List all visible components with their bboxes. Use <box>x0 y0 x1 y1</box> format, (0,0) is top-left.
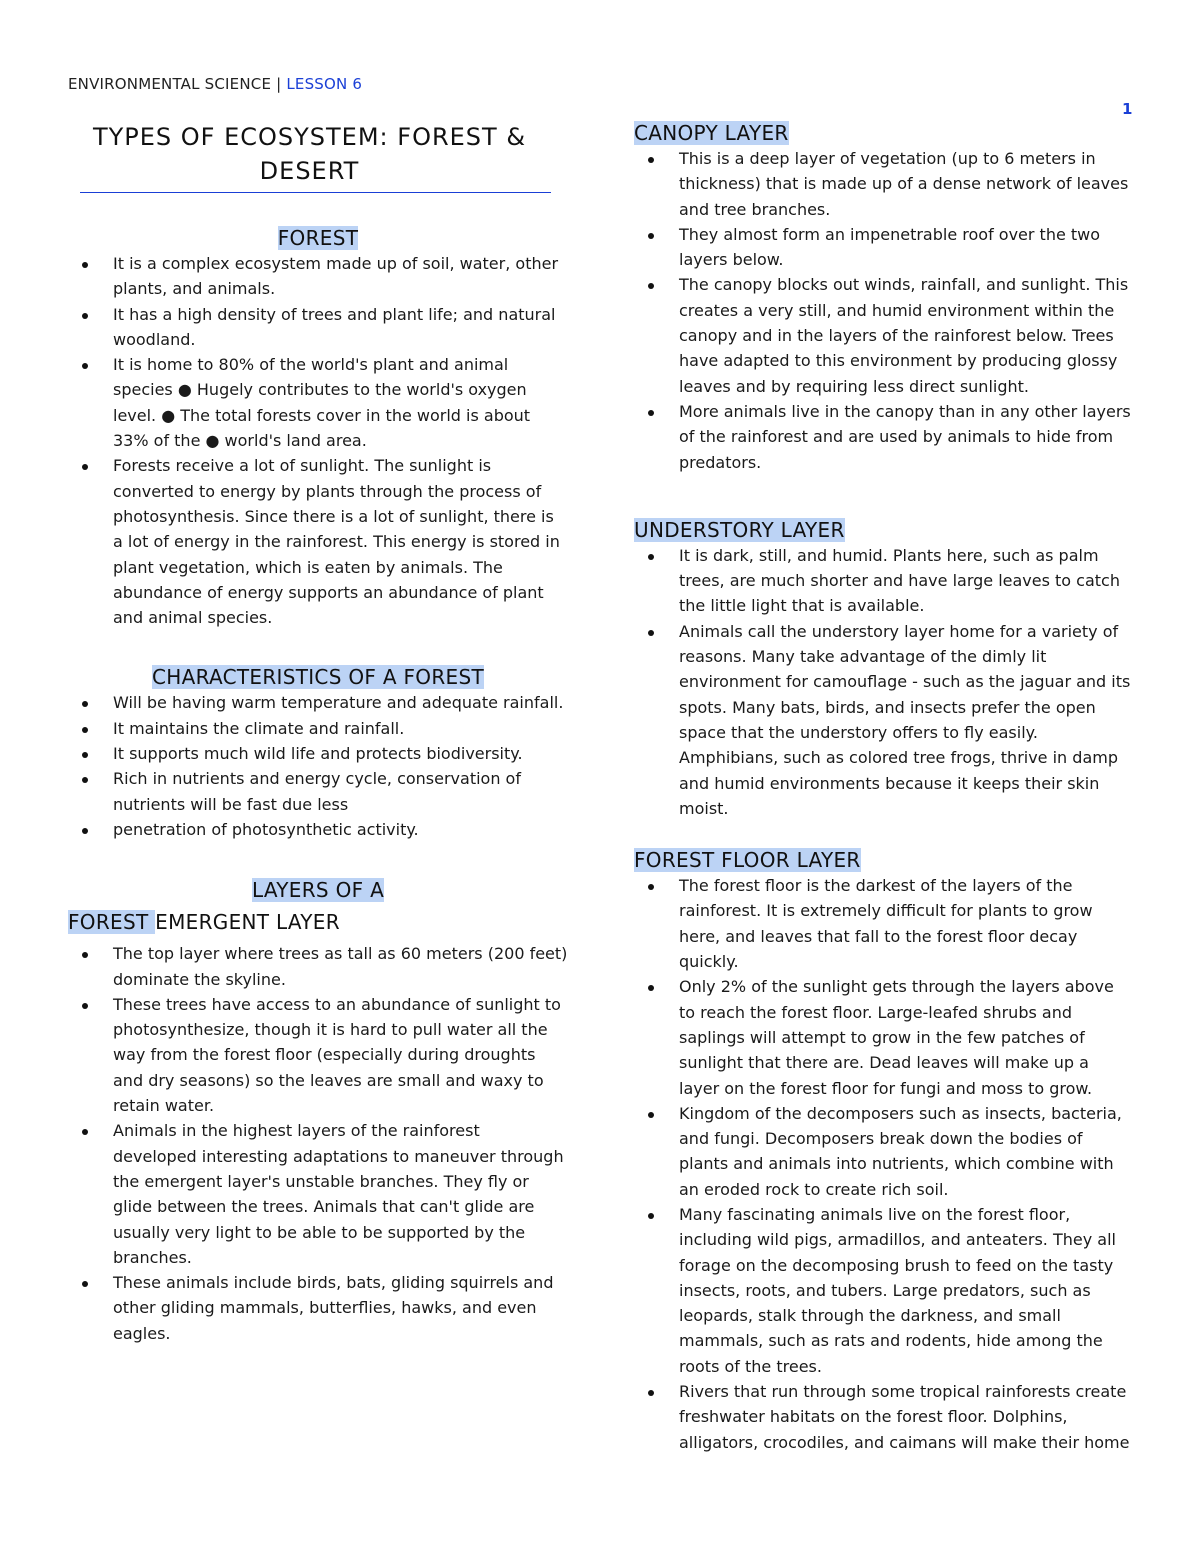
list-item: It is home to 80% of the world's plant and animal species ● Hugely contributes to the world's oxygen level. ● The total forests cover in the world is about 33% of the ● world's land area. <box>68 352 568 453</box>
emergent-list <box>68 941 568 1346</box>
list-item: This is a deep layer of vegetation (up to 6 meters in thickness) that is made up of a dense network of leaves and tree branches. <box>634 146 1134 222</box>
forest-floor-heading <box>634 847 1134 873</box>
list-item: These animals include birds, bats, gliding squirrels and other gliding mammals, butterflies, hawks, and even eagles. <box>68 1270 568 1346</box>
header-subject: ENVIRONMENTAL SCIENCE | <box>68 75 287 93</box>
title-underline <box>80 192 551 193</box>
list-item: Kingdom of the decomposers such as insects, bacteria, and fungi. Decomposers break down the bodies of plants and animals into nutrients, which combine with an eroded rock to create rich soil. <box>634 1101 1134 1202</box>
forest-floor-heading-text: FOREST FLOOR LAYER <box>634 848 861 873</box>
list-item: More animals live in the canopy than in any other layers of the rainforest and are used by animals to hide from predators. <box>634 399 1134 475</box>
emergent-heading-highlight: FOREST <box>68 910 156 935</box>
list-item: It is dark, still, and humid. Plants here, such as palm trees, are much shorter and have large leaves to catch the little light that is available. <box>634 543 1134 619</box>
list-item: Only 2% of the sunlight gets through the layers above to reach the forest floor. Large-leafed shrubs and saplings will attempt to grow in the few patches of sunlight that there are. Dead leaves will make up a layer on the forest floor for fungi and moss to grow. <box>634 974 1134 1100</box>
layers-heading-text: LAYERS OF A <box>251 878 385 903</box>
characteristics-heading <box>68 664 568 690</box>
page-header <box>68 75 362 93</box>
list-item: Many fascinating animals live on the forest floor, including wild pigs, armadillos, and anteaters. They all forage on the decomposing brush to feed on the tasty insects, roots, and tubers. Large predators, such as leopards, stalk through the darkness, and small mammals, such as rats and rodents, hide among the roots of the trees. <box>634 1202 1134 1379</box>
layers-heading <box>68 877 568 903</box>
list-item: Rivers that run through some tropical rainforests create freshwater habitats on the forest floor. Dolphins, alligators, crocodiles, and caimans will make their home <box>634 1379 1134 1455</box>
canopy-list <box>634 146 1134 475</box>
list-item: It is a complex ecosystem made up of soil, water, other plants, and animals. <box>68 251 568 302</box>
understory-list <box>634 543 1134 821</box>
characteristics-heading-text: CHARACTERISTICS OF A FOREST <box>152 665 484 690</box>
list-item: Animals call the understory layer home for a variety of reasons. Many take advantage of the dimly lit environment for camouflage - such as the jaguar and its spots. Many bats, birds, and insects prefer the open space that the understory offers to fly easily. Amphibians, such as colored tree frogs, thrive in damp and humid environments because it keeps their skin moist. <box>634 619 1134 821</box>
page-number: 1 <box>1122 100 1133 118</box>
forest-list <box>68 251 568 630</box>
list-item: The forest floor is the darkest of the layers of the rainforest. It is extremely difficult for plants to grow here, and leaves that fall to the forest floor decay quickly. <box>634 873 1134 974</box>
list-item: It has a high density of trees and plant life; and natural woodland. <box>68 302 568 353</box>
understory-heading-text: UNDERSTORY LAYER <box>634 517 845 542</box>
list-item: These trees have access to an abundance of sunlight to photosynthesize, though it is hard to pull water all the way from the forest floor (especially during droughts and dry seasons) so the leaves are small and waxy to retain water. <box>68 992 568 1118</box>
emergent-layer-heading <box>68 909 568 935</box>
list-item: penetration of photosynthetic activity. <box>68 817 568 842</box>
list-item: Forests receive a lot of sunlight. The sunlight is converted to energy by plants through the process of photosynthesis. Since there is a lot of sunlight, there is a lot of energy in the rainforest. This energy is stored in plant vegetation, which is eaten by animals. The abundance of energy supports an abundance of plant and animal species. <box>68 453 568 630</box>
document-title: TYPES OF ECOSYSTEM: FOREST & DESERT <box>92 123 527 185</box>
list-item: Rich in nutrients and energy cycle, conservation of nutrients will be fast due less <box>68 766 568 817</box>
list-item: It maintains the climate and rainfall. <box>68 716 568 741</box>
forest-heading <box>68 225 568 251</box>
understory-heading <box>634 517 1134 543</box>
list-item: The canopy blocks out winds, rainfall, and sunlight. This creates a very still, and humid environment within the canopy and in the layers of the rainforest below. Trees have adapted to this environment by producing glossy leaves and by requiring less direct sunlight. <box>634 272 1134 398</box>
forest-heading-text: FOREST <box>277 226 359 250</box>
forest-floor-list <box>634 873 1134 1455</box>
left-column <box>68 118 568 1346</box>
list-item: They almost form an impenetrable roof over the two layers below. <box>634 222 1134 273</box>
list-item: Animals in the highest layers of the rainforest developed interesting adaptations to maneuver through the emergent layer's unstable branches. They fly or glide between the trees. Animals that can't glide are usually very light to be able to be supported by the branches. <box>68 1118 568 1270</box>
canopy-heading <box>634 120 1134 146</box>
right-column <box>634 118 1134 1455</box>
canopy-heading-text: CANOPY LAYER <box>634 121 789 145</box>
emergent-heading-text: EMERGENT LAYER <box>155 910 340 935</box>
list-item: It supports much wild life and protects biodiversity. <box>68 741 568 766</box>
list-item: The top layer where trees as tall as 60 meters (200 feet) dominate the skyline. <box>68 941 568 992</box>
list-item: Will be having warm temperature and adequate rainfall. <box>68 690 568 715</box>
characteristics-list <box>68 690 568 842</box>
header-lesson: LESSON 6 <box>286 75 363 93</box>
